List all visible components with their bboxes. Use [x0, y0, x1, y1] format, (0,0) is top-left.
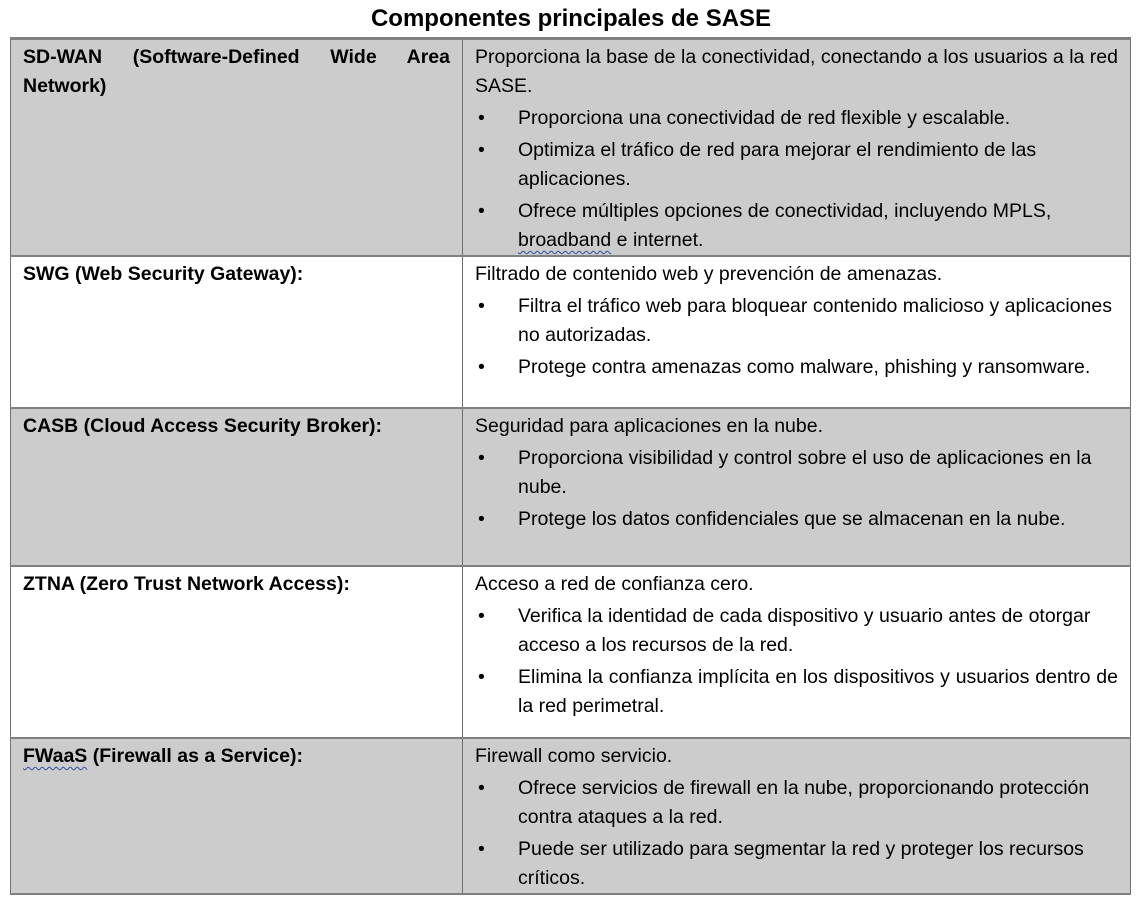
document-title: Componentes principales de SASE: [370, 5, 772, 32]
bullet-list-ztna: [475, 602, 1118, 721]
list-item: • Optimiza el tráfico de red para mejorar el rendimiento de las aplicaciones.: [475, 136, 1118, 194]
component-intro-sd-wan: Proporciona la base de la conectividad, conectando a los usuarios a la red SASE.: [475, 46, 1118, 97]
component-intro-ztna: Acceso a red de confianza cero.: [475, 573, 754, 595]
component-description-fwaas: [463, 738, 1131, 894]
bullet-list-swg: [475, 292, 1118, 382]
bullet-icon: •: [478, 508, 485, 530]
list-item: • Proporciona visibilidad y control sobre el uso de aplicaciones en la nube.: [475, 444, 1118, 502]
bullet-list-sd-wan: [475, 104, 1118, 255]
component-description-ztna: [463, 566, 1131, 738]
component-description-swg: [463, 256, 1131, 408]
sase-components-table: [10, 37, 1131, 895]
bullet-list-fwaas: [475, 774, 1118, 893]
list-item: • Ofrece servicios de firewall en la nube, proporcionando protección contra ataques a la red.: [475, 774, 1118, 832]
bullet-icon: •: [478, 605, 485, 627]
list-item: • Protege contra amenazas como malware, phishing y ransomware.: [475, 353, 1118, 382]
component-intro-swg: Filtrado de contenido web y prevención de amenazas.: [475, 263, 943, 285]
list-item: [475, 197, 1118, 255]
list-item: • Filtra el tráfico web para bloquear contenido malicioso y aplicaciones no autorizadas.: [475, 292, 1118, 350]
bullet-icon: •: [478, 838, 485, 860]
bullet-icon: •: [478, 139, 485, 161]
component-name-sd-wan: SD-WAN (Software-Defined Wide Area Network): [11, 39, 463, 257]
bullet-icon: •: [478, 777, 485, 799]
bullet-icon: •: [478, 295, 485, 317]
table-row-casb: [11, 408, 1131, 566]
component-intro-casb: Seguridad para aplicaciones en la nube.: [475, 415, 824, 437]
list-item: • Verifica la identidad de cada dispositivo y usuario antes de otorgar acceso a los recursos de la red.: [475, 602, 1118, 660]
list-item: • Puede ser utilizado para segmentar la red y proteger los recursos críticos.: [475, 835, 1118, 893]
list-item: • Proporciona una conectividad de red flexible y escalable.: [475, 104, 1118, 133]
bullet-icon: •: [478, 447, 485, 469]
list-item: • Elimina la confianza implícita en los dispositivos y usuarios dentro de la red perimetral.: [475, 663, 1118, 721]
component-intro-fwaas: Firewall como servicio.: [475, 745, 673, 767]
component-description-casb: [463, 408, 1131, 566]
table-row-fwaas: [11, 738, 1131, 894]
bullet-icon: •: [478, 200, 485, 222]
table-row-ztna: [11, 566, 1131, 738]
bullet-icon: •: [478, 356, 485, 378]
component-name-casb: CASB (Cloud Access Security Broker):: [11, 408, 463, 566]
list-item: • Protege los datos confidenciales que se almacenan en la nube.: [475, 505, 1118, 534]
component-name-ztna: ZTNA (Zero Trust Network Access):: [11, 566, 463, 738]
table-row-sd-wan: [11, 39, 1131, 257]
component-name-swg: SWG (Web Security Gateway):: [11, 256, 463, 408]
table-row-swg: [11, 256, 1131, 408]
bullet-icon: •: [478, 666, 485, 688]
component-description-sd-wan: [463, 39, 1131, 257]
bullet-text-squiggle: Ofrece múltiples opciones de conectividad, incluyendo MPLS, broadband e internet.: [518, 200, 1052, 251]
component-name-fwaas: FWaaS (Firewall as a Service):: [11, 738, 463, 894]
bullet-icon: •: [478, 107, 485, 129]
bullet-list-casb: [475, 444, 1118, 534]
